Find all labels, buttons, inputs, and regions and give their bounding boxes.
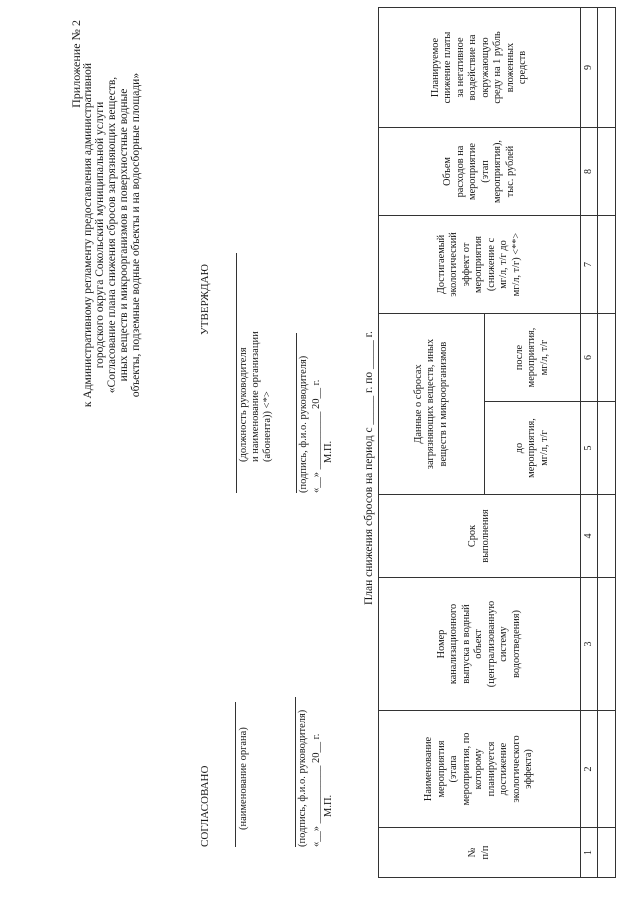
column-number: 1 [581, 828, 598, 878]
column-number: 6 [581, 314, 598, 402]
approver-caption: (должность руководителя и наименование организации (абонента)) <*> [238, 331, 273, 462]
approve-heading: УТВЕРЖДАЮ [199, 264, 211, 335]
approver-line [236, 253, 237, 493]
column-number: 7 [581, 216, 598, 314]
table-cell [598, 711, 616, 828]
column-number: 5 [581, 402, 598, 495]
table-cell [598, 578, 616, 711]
header-eco-effect: Достигаемый экологический эффект от мероприятия (снижение с мг/л, т/г до мг/л, т/г) <**> [379, 216, 581, 314]
table-row [598, 8, 616, 878]
column-number: 4 [581, 495, 598, 578]
table-cell [598, 402, 616, 495]
plan-table [378, 7, 616, 878]
organ-line [235, 702, 236, 847]
approver-stamp-mark: М.П. [323, 440, 334, 463]
organ-caption: (наименование органа) [238, 727, 249, 830]
date-line: «__» ___________ 20__ г. [311, 733, 322, 847]
column-number: 8 [581, 128, 598, 216]
header-after-measure: после мероприятия, мг/л, т/г [485, 314, 581, 402]
agreed-heading: СОГЛАСОВАНО [199, 765, 211, 847]
column-number: 2 [581, 711, 598, 828]
table-cell [598, 495, 616, 578]
table-cell [598, 128, 616, 216]
header-fee-reduction: Планируемое снижение платы за негативное воздействие на окружающую среду на 1 рубль вложенных средств [379, 8, 581, 128]
appendix-number: Приложение № 2 [69, 20, 83, 108]
table-cell [598, 216, 616, 314]
table-cell [598, 314, 616, 402]
signature-caption: (подпись, ф.и.о. руководителя) [297, 709, 308, 847]
regulation-reference: к Административному регламенту предоставления административной городского округа Сокольский муниципальной услуги «Согласование плана снижения сбросов загрязняющих веществ, иных веществ и микроорганизмов в поверхностные водные объекты, подземные водные объекты и на водосборные площади» [82, 62, 142, 408]
approver-signature-line [296, 333, 297, 493]
table-cell [598, 8, 616, 128]
column-number: 9 [581, 8, 598, 128]
header-measure-name: Наименование мероприятия (этапа мероприятия, по которому планируется достижение экологического эффекта) [379, 711, 581, 828]
signature-line [295, 697, 296, 847]
header-before-measure: до мероприятия, мг/л, т/г [485, 402, 581, 495]
header-deadline: Срок выполнения [379, 495, 581, 578]
approver-date-line: «__» ___________ 20__ г. [311, 379, 322, 493]
header-number: № п/п [379, 828, 581, 878]
stamp-mark: М.П. [323, 794, 334, 817]
header-expenses: Объем расходов на мероприятие (этап мероприятия), тыс. рублей [379, 128, 581, 216]
column-number: 3 [581, 578, 598, 711]
header-outlet-number: Номер канализационного выпуска в водный объект (централизованную систему водоотведения) [379, 578, 581, 711]
header-discharge-data: Данные о сбросах загрязняющих веществ, иных веществ и микроорганизмов [379, 314, 485, 495]
approver-signature-caption: (подпись, ф.и.о. руководителя) [298, 355, 309, 493]
table-cell [598, 828, 616, 878]
plan-title: План снижения сбросов на период с _____ г. по _____ г. [363, 331, 375, 605]
